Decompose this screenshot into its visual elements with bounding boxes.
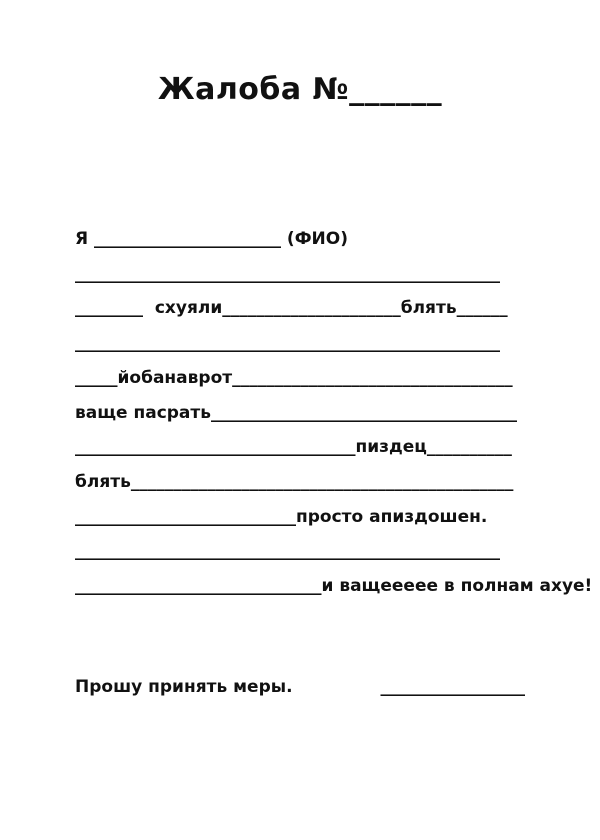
form-line-blank-3: __________________________________________________ bbox=[75, 541, 500, 562]
form-line-3: _____йобанаврот_________________________________ bbox=[75, 367, 513, 388]
signature-line: _________________ bbox=[380, 676, 525, 697]
form-line-7: __________________________просто апиздошен. bbox=[75, 506, 488, 527]
form-line-name: Я ______________________ (ФИО) bbox=[75, 229, 349, 249]
form-line-blank-2: __________________________________________________ bbox=[75, 333, 500, 354]
form-line-blank-1: __________________________________________________ bbox=[75, 263, 500, 284]
form-title: Жалоба №______ bbox=[157, 72, 443, 107]
form-line-5: _________________________________пиздец__________ bbox=[75, 437, 512, 458]
form-line-6: блять_____________________________________________ bbox=[75, 471, 514, 492]
form-line-8: _____________________________и ващеееее в полнам ахуе! bbox=[75, 576, 593, 597]
form-line-2: ________ схуяли_____________________блять______ bbox=[75, 298, 508, 319]
form-footer bbox=[75, 677, 525, 697]
form-line-4: ваще пасрать____________________________________ bbox=[75, 402, 518, 423]
closing-statement: Прошу принять меры. bbox=[75, 676, 293, 697]
form-body bbox=[75, 222, 593, 604]
